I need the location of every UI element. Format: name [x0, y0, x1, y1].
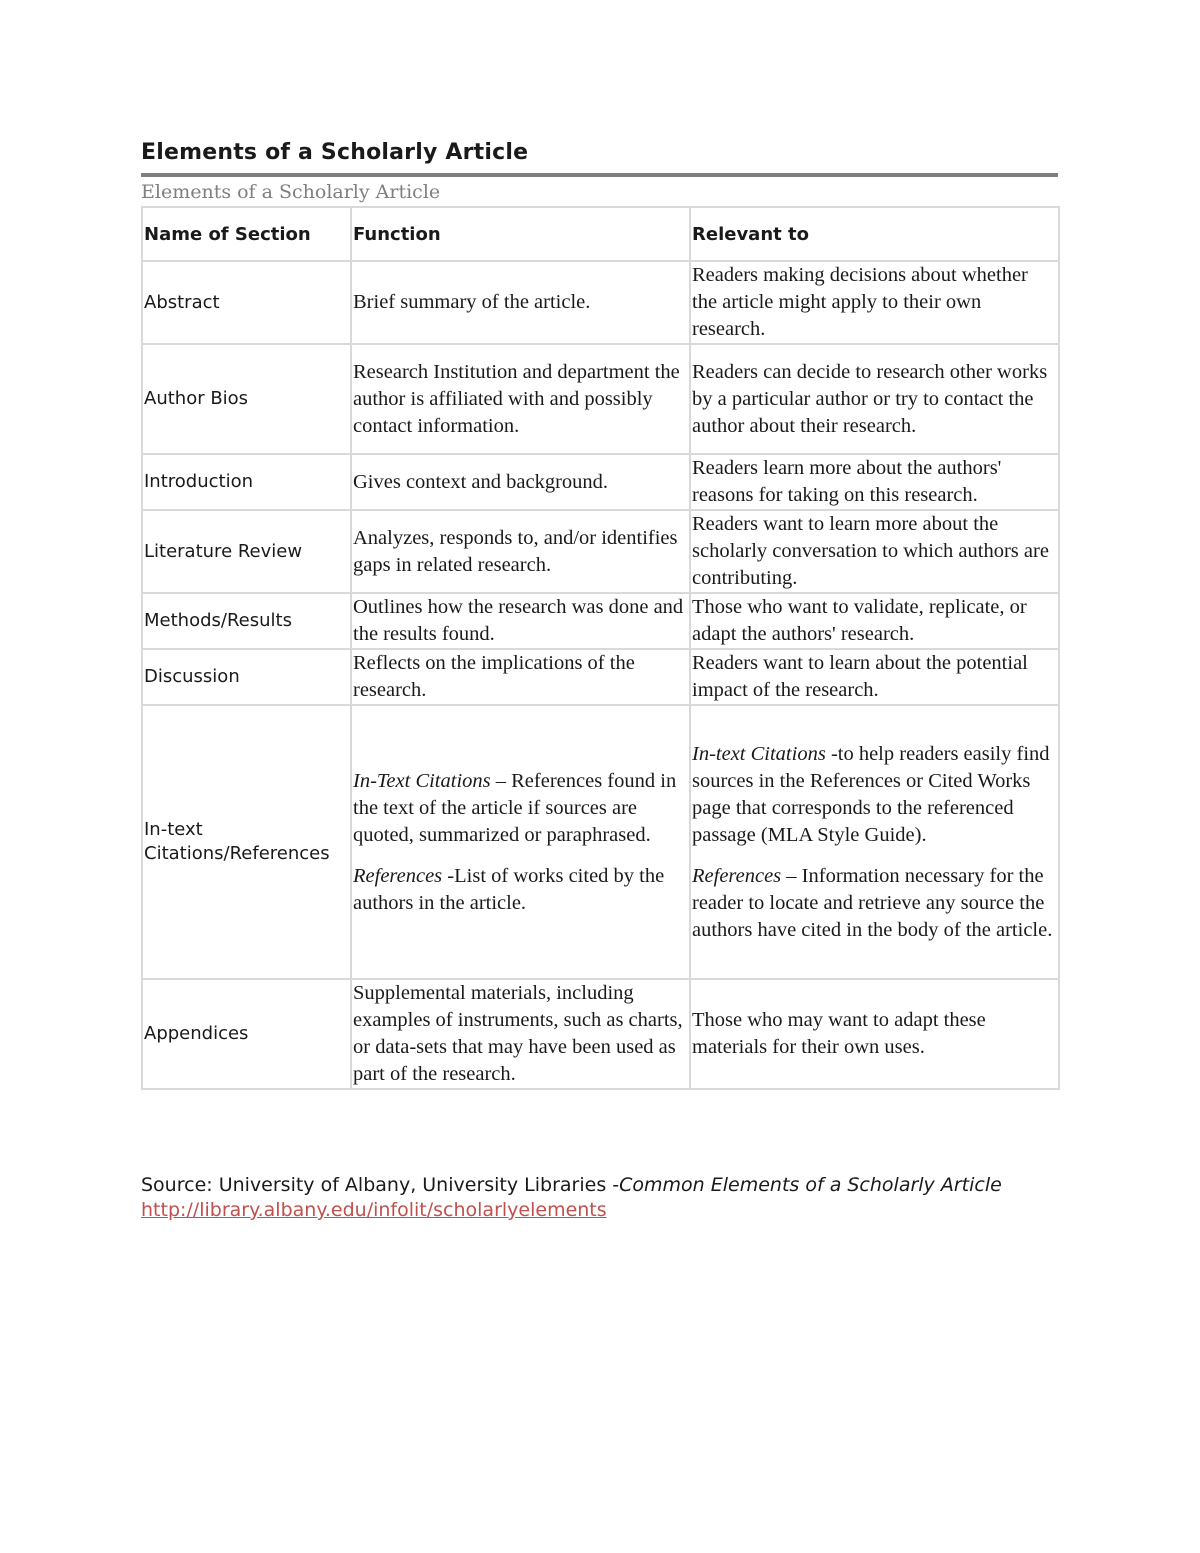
section-name: Abstract [143, 262, 352, 345]
table-caption: Elements of a Scholarly Article [141, 181, 441, 203]
function-paragraph [353, 768, 688, 849]
function-term: References [353, 864, 443, 887]
section-function: Brief summary of the article. [352, 262, 691, 345]
function-paragraph [353, 863, 688, 917]
relevant-term: In-text Citations [692, 742, 826, 765]
function-text: – References found in the text of the article if sources are quoted, summarized or paraphrased. [353, 769, 677, 846]
section-relevant: Readers want to learn more about the scholarly conversation to which authors are contributing. [691, 511, 1060, 594]
elements-table [141, 206, 1060, 1090]
section-relevant: Those who want to validate, replicate, or adapt the authors' research. [691, 594, 1060, 650]
table-row [143, 511, 1060, 594]
section-function: Reflects on the implications of the research. [352, 650, 691, 706]
relevant-term: References [692, 864, 782, 887]
section-function: Research Institution and department the author is affiliated with and possibly contact information. [352, 345, 691, 455]
source-citation [141, 1173, 1041, 1223]
source-label: Source: University of Albany, University Libraries - [141, 1174, 620, 1196]
table-row [143, 650, 1060, 706]
header-name-of-section: Name of Section [143, 208, 352, 262]
table-row [143, 980, 1060, 1090]
table-row [143, 594, 1060, 650]
table-row [143, 455, 1060, 511]
source-work-title: Common Elements of a Scholarly Article [619, 1174, 1002, 1196]
section-name: Introduction [143, 455, 352, 511]
section-relevant [691, 706, 1060, 980]
section-name: Author Bios [143, 345, 352, 455]
relevant-paragraph [692, 741, 1057, 849]
section-name: Appendices [143, 980, 352, 1090]
section-name: In-text Citations/References [143, 706, 352, 980]
relevant-text: – Information necessary for the reader to locate and retrieve any source the authors have cited in the body of the article. [692, 864, 1053, 941]
relevant-paragraph [692, 863, 1057, 944]
section-name: Discussion [143, 650, 352, 706]
section-function: Supplemental materials, including examples of instruments, such as charts, or data-sets that may have been used as part of the research. [352, 980, 691, 1090]
section-name: Literature Review [143, 511, 352, 594]
relevant-text: -to help readers easily find sources in the References or Cited Works page that corresponds to the referenced passage (MLA Style Guide). [692, 742, 1050, 846]
table-row [143, 706, 1060, 980]
header-function: Function [352, 208, 691, 262]
section-function: Gives context and background. [352, 455, 691, 511]
title-divider [141, 173, 1058, 177]
table-row [143, 262, 1060, 345]
header-relevant-to: Relevant to [691, 208, 1060, 262]
section-function: Analyzes, responds to, and/or identifies gaps in related research. [352, 511, 691, 594]
section-relevant: Readers learn more about the authors' reasons for taking on this research. [691, 455, 1060, 511]
section-relevant: Those who may want to adapt these materials for their own uses. [691, 980, 1060, 1090]
function-term: In-Text Citations [353, 769, 491, 792]
section-name: Methods/Results [143, 594, 352, 650]
section-function: Outlines how the research was done and the results found. [352, 594, 691, 650]
page-title: Elements of a Scholarly Article [141, 140, 529, 165]
source-link[interactable]: http://library.albany.edu/infolit/scholarlyelements [141, 1199, 607, 1221]
table-header-row [143, 208, 1060, 262]
section-relevant: Readers making decisions about whether the article might apply to their own research. [691, 262, 1060, 345]
section-relevant: Readers can decide to research other works by a particular author or try to contact the author about their research. [691, 345, 1060, 455]
section-relevant: Readers want to learn about the potential impact of the research. [691, 650, 1060, 706]
function-text: -List of works cited by the authors in the article. [353, 864, 665, 914]
table-row [143, 345, 1060, 455]
document-page [141, 140, 1058, 1090]
section-function [352, 706, 691, 980]
